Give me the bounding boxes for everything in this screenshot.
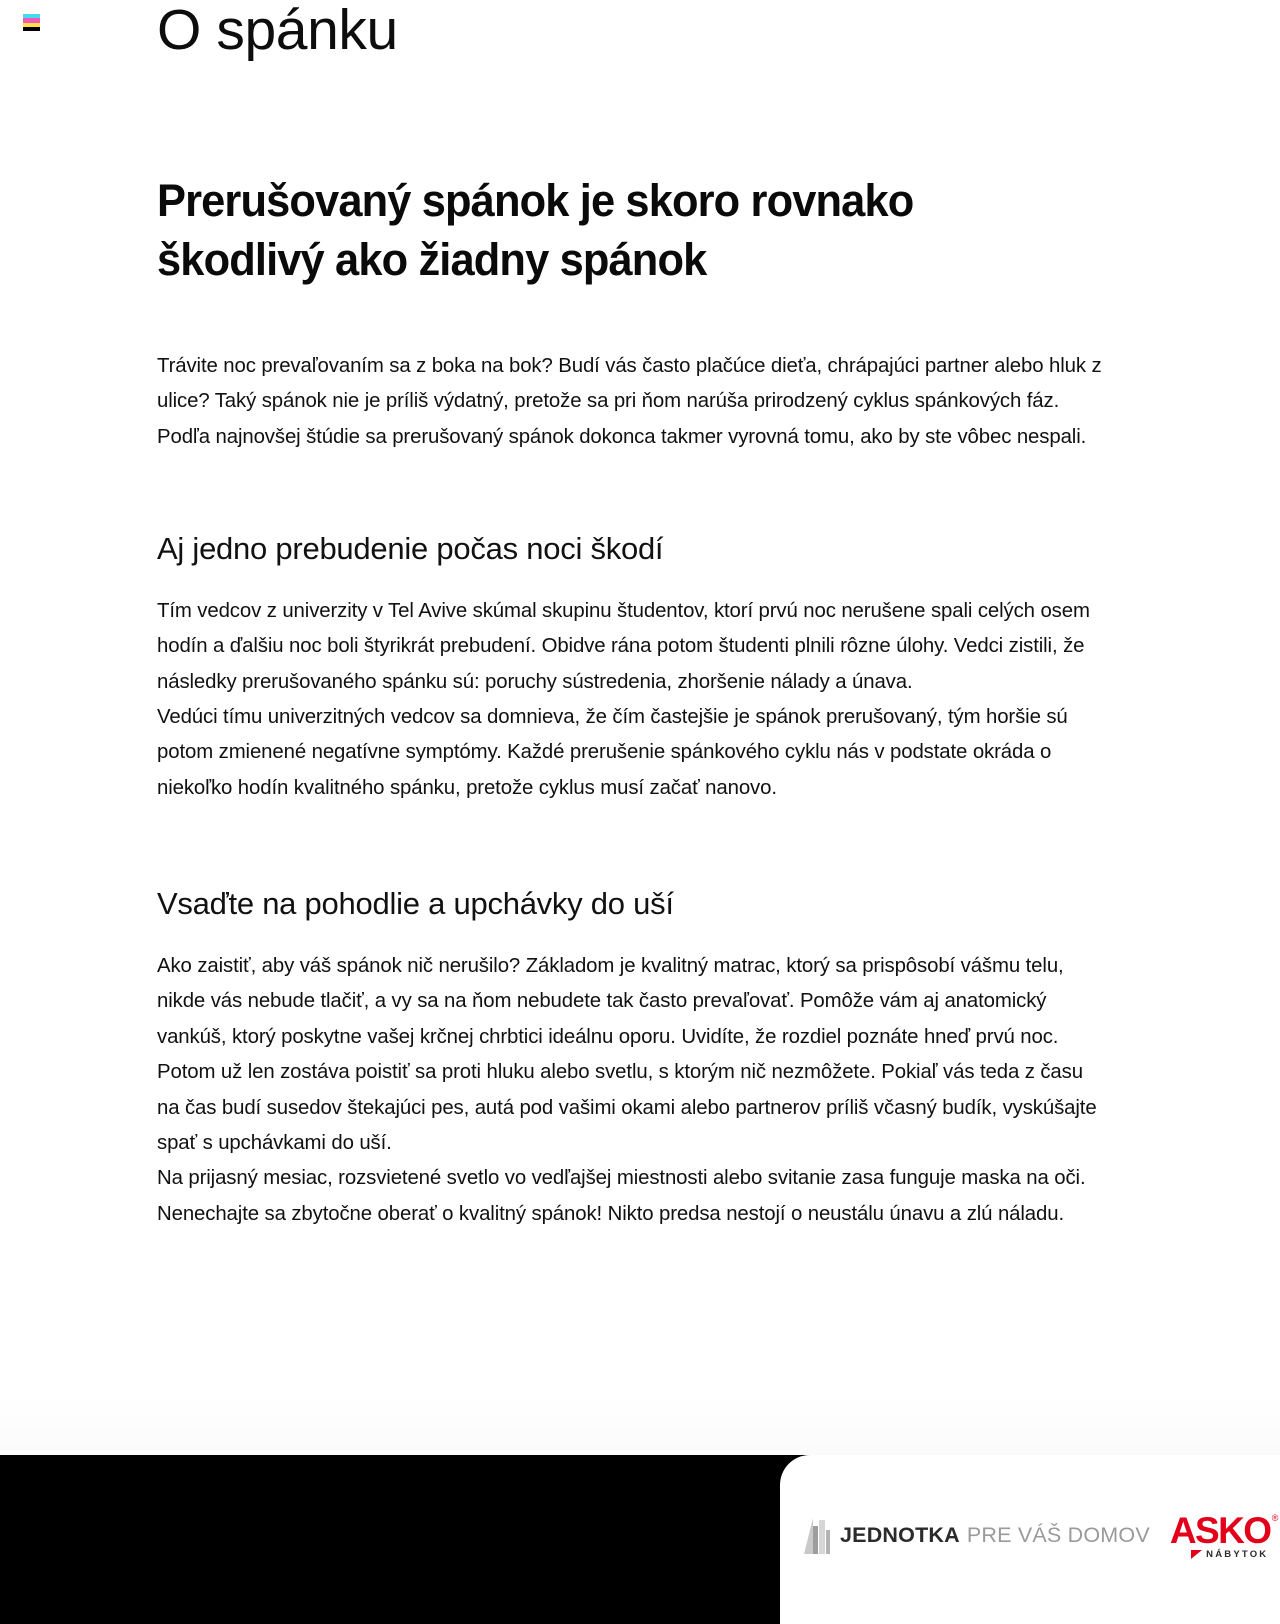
brand-strip: [804, 1509, 1279, 1560]
footer-brand-panel: [780, 1455, 1280, 1624]
registered-trademark-icon: ®: [1271, 1512, 1279, 1523]
tagline-light-text: PRE VÁŠ DOMOV: [966, 1523, 1150, 1547]
asko-subtitle-row: [1191, 1550, 1268, 1560]
section-two: [157, 805, 1117, 1231]
section-two-paragraph-2: Potom už len zostáva poistiť sa proti hluku alebo svetlu, s ktorým nič nezmôžete. Pokiaľ vás teda z času na čas budí susedov štekajúci pes, autá pod vašimi okami alebo partnerov príliš včasný budík, vyskúšajte spať s upchávkami do uší.: [157, 1060, 1097, 1154]
number-one-building-icon: [804, 1516, 830, 1556]
footer-tagline: [840, 1523, 1150, 1548]
article-content: [157, 0, 1117, 1231]
section-one-paragraph-1: Tím vedcov z univerzity v Tel Avive skúmal skupinu študentov, ktorí prvú noc nerušene spali celých osem hodín a ďalšiu noc boli štyrikrát prebudení. Obidve rána potom študenti plnili rôzne úlohy. Vedci zistili, že následky prerušovaného spánku sú: poruchy sústredenia, zhoršenie nálady a únava.: [157, 598, 1090, 693]
cmyk-black-swatch: [23, 27, 40, 31]
asko-subtitle-text: NÁBYTOK: [1206, 1548, 1269, 1560]
asko-logo: [1169, 1509, 1279, 1560]
red-triangle-icon: [1191, 1550, 1202, 1559]
asko-wordmark: ASKO: [1169, 1509, 1271, 1551]
section-two-paragraph-3: Na prijasný mesiac, rozsvietené svetlo vo vedľajšej miestnosti alebo svitanie zasa funguje maska na oči. Nenechajte sa zbytočne oberať o kvalitný spánok! Nikto predsa nestojí o neustálu únavu a zlú náladu.: [157, 1166, 1086, 1225]
page-title: O spánku: [157, 0, 398, 62]
section-two-paragraph-1: Ako zaistiť, aby váš spánok nič nerušilo? Základom je kvalitný matrac, ktorý sa prispôsobí vášmu telu, nikde vás nebude tlačiť, a vy sa na ňom nebudete tak často prevaľovať. Pomôže vám aj anatomický vankúš, ktorý poskytne vašej krčnej chrbtici ideálnu oporu. Uvidíte, že rozdiel poznáte hneď prvú noc.: [157, 953, 1064, 1048]
footer-black-bar: [0, 1455, 1280, 1624]
section-one: [157, 454, 1117, 805]
article-headline: Prerušovaný spánok je skoro rovnako škodlivý ako žiadny spánok: [157, 175, 914, 286]
intro-paragraph: Trávite noc prevaľovaním sa z boka na bok? Budí vás často plačúce dieťa, chrápajúci partner alebo hluk z ulice? Taký spánok nie je príliš výdatný, pretože sa pri ňom narúša prirodzený cyklus spánkových fáz. Podľa najnovšej štúdie sa prerušovaný spánok dokonca takmer vyrovná tomu, ako by ste vôbec nespali.: [157, 353, 1102, 448]
section-one-paragraph-2: Vedúci tímu univerzitných vedcov sa domnieva, že čím častejšie je spánok prerušovaný, tým horšie sú potom zmienené negatívne symptómy. Každé prerušenie spánkového cyklu nás v podstate okráda o niekoľko hodín kvalitného spánku, pretože cyklus musí začať nanovo.: [157, 704, 1068, 799]
tagline-strong-text: JEDNOTKA: [840, 1523, 960, 1547]
cmyk-registration-bar: [23, 14, 40, 31]
section-one-heading: Aj jedno prebudenie počas noci škodí: [157, 531, 664, 566]
section-two-heading: Vsaďte na pohodlie a upchávky do uší: [157, 886, 674, 922]
